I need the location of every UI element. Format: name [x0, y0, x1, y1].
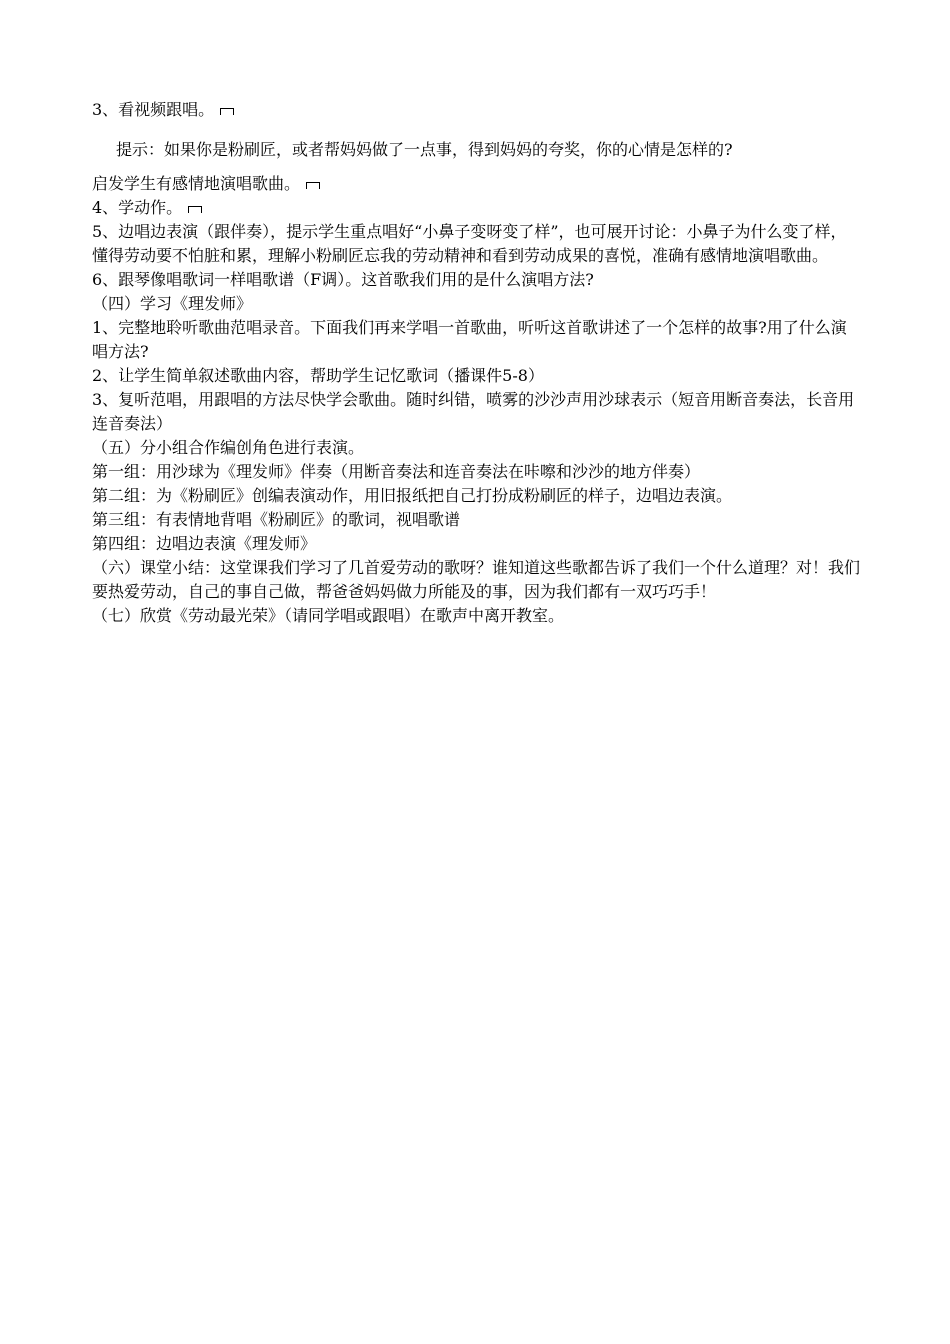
paragraph-listen: 1、完整地聆听歌曲范唱录音。下面我们再来学唱一首歌曲，听听这首歌讲述了一个怎样的故事?用了什么演唱方法?	[92, 318, 847, 361]
section-heading-5: （五）分小组合作编创角色进行表演。	[92, 438, 365, 457]
paragraph-text: 启发学生有感情地演唱歌曲。	[92, 174, 301, 193]
paragraph-group-1: 第一组：用沙球为《理发师》伴奏（用断音奏法和连音奏法在咔嚓和沙沙的地方伴奏）	[92, 462, 701, 481]
paragraph-mark-icon	[220, 106, 234, 116]
document-page	[92, 98, 862, 628]
paragraph-tip: 提示：如果你是粉刷匠，或者帮妈妈做了一点事，得到妈妈的夸奖，你的心情是怎样的?	[116, 140, 733, 159]
section-heading-4: （四）学习《理发师》	[92, 294, 253, 313]
paragraph-step-5: 5、边唱边表演（跟伴奏），提示学生重点唱好“小鼻子变呀变了样”，也可展开讨论：小鼻子为什么变了样，懂得劳动要不怕脏和累，理解小粉刷匠忘我的劳动精神和看到劳动成果的喜悦，准确有感情地演唱歌曲。	[92, 222, 847, 265]
paragraph-text: 3、看视频跟唱。	[92, 100, 215, 119]
paragraph-step-6: 6、跟琴像唱歌词一样唱歌谱（F调）。这首歌我们用的是什么演唱方法?	[92, 270, 594, 289]
section-summary: （六）课堂小结：这堂课我们学习了几首爱劳动的歌呀？谁知道这些歌都告诉了我们一个什么道理？对！我们要热爱劳动，自己的事自己做，帮爸爸妈妈做力所能及的事，因为我们都有一双巧巧手！	[92, 558, 861, 601]
paragraph-group-2: 第二组：为《粉刷匠》创编表演动作，用旧报纸把自己打扮成粉刷匠的样子，边唱边表演。	[92, 486, 733, 505]
paragraph-retell: 2、让学生简单叙述歌曲内容，帮助学生记忆歌词（播课件5-8）	[92, 366, 544, 385]
paragraph-relisten: 3、复听范唱，用跟唱的方法尽快学会歌曲。随时纠错，喷雾的沙沙声用沙球表示（短音用断音奏法，长音用连音奏法）	[92, 390, 855, 433]
paragraph-step-4	[92, 196, 862, 220]
paragraph-text: 4、学动作。	[92, 198, 183, 217]
section-appreciate: （七）欣赏《劳动最光荣》（请同学唱或跟唱）在歌声中离开教室。	[92, 606, 565, 625]
paragraph-group-4: 第四组：边唱边表演《理发师》	[92, 534, 317, 553]
paragraph-mark-icon	[188, 204, 202, 214]
paragraph-mark-icon	[306, 180, 320, 190]
paragraph-group-3: 第三组：有表情地背唱《粉刷匠》的歌词，视唱歌谱	[92, 510, 461, 529]
paragraph-step-3	[92, 98, 862, 122]
paragraph-inspire	[92, 172, 862, 196]
